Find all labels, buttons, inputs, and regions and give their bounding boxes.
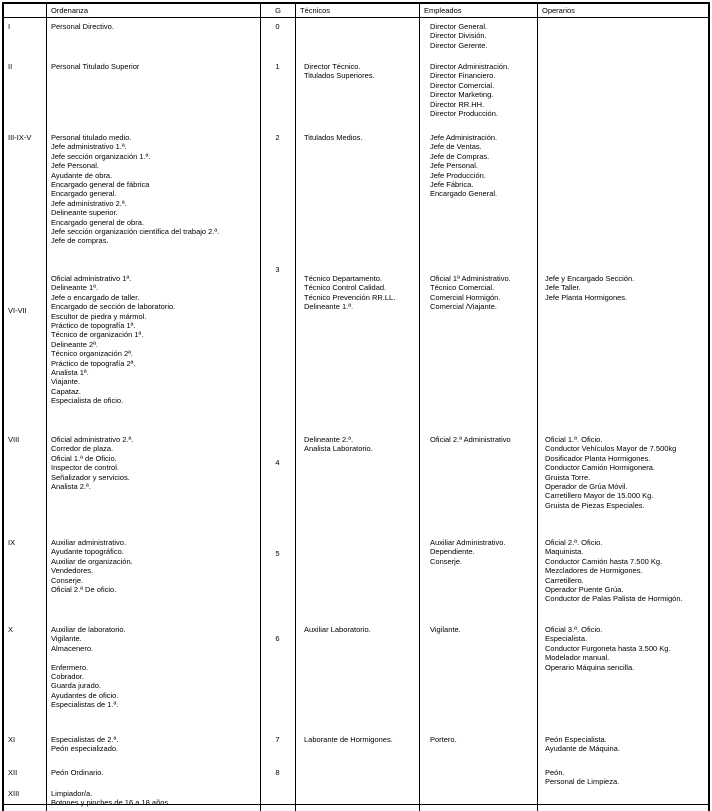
cutoff-cell xyxy=(260,805,295,811)
cell-line: Práctico de topografía 1ª. xyxy=(51,321,136,331)
cell-xi-tecnicos xyxy=(304,735,415,744)
cell-line: Técnico de organización 1ª. xyxy=(51,330,144,340)
cell-x-tecnicos xyxy=(304,625,415,634)
cell-xii-ordenanza xyxy=(51,768,256,777)
cutoff-cell xyxy=(419,805,537,811)
cell-x-g xyxy=(260,634,295,643)
cell-ii-ordenanza xyxy=(51,62,256,71)
cell-line: Delineante superior. xyxy=(51,208,118,218)
cell-iii-ix-v-roman xyxy=(8,133,42,142)
cell-iii-ix-v-empleados xyxy=(430,133,533,199)
group-roman-label: I xyxy=(8,22,11,31)
cell-line: Técnico organización 2ª. xyxy=(51,349,133,359)
cell-line: Vigilante. xyxy=(51,634,82,644)
cell-line: Director Administración. xyxy=(430,62,510,71)
cell-line: Capataz. xyxy=(51,386,82,396)
cell-line: Mezcladores de Hormigones. xyxy=(545,566,643,576)
cell-line: Oficial administrativo 1ª. xyxy=(51,274,132,283)
cell-line: Conductor Furgoneta hasta 3.500 Kg. xyxy=(545,643,671,653)
cell-line: 8 xyxy=(275,768,280,777)
cutoff-cell xyxy=(4,805,46,811)
column-divider xyxy=(419,18,420,804)
cell-viii-ordenanza xyxy=(51,435,256,491)
cell-line: Oficial 1ª Administrativo. xyxy=(430,274,511,283)
cell-line: Oficial administrativo 2.ª. xyxy=(51,435,134,444)
cell-line: 1 xyxy=(275,62,280,71)
cell-line: Corredor de plaza. xyxy=(51,444,114,454)
cell-vi-vii-g xyxy=(260,265,295,274)
cell-ii-g xyxy=(260,62,295,71)
column-header-empleados: Empleados xyxy=(419,4,537,17)
cell-vi-vii-ordenanza xyxy=(51,274,256,406)
cell-line: Peón Ordinario. xyxy=(51,768,104,777)
cell-line: Técnico Prevención RR.LL. xyxy=(304,292,396,302)
cell-line: Especialista. xyxy=(545,634,588,644)
cutoff-cell xyxy=(295,805,419,811)
cell-vi-vii-operarios xyxy=(545,274,704,302)
cell-line: Jefe Fábrica. xyxy=(430,180,474,190)
cell-line: Ayudantes de oficio. xyxy=(51,690,119,700)
cell-line: Analista 1ª. xyxy=(51,368,89,378)
cell-line: 7 xyxy=(275,735,280,744)
column-divider xyxy=(295,18,296,804)
cell-line: Oficial 2.ª Administrativo xyxy=(430,435,511,444)
cell-line: Jefe administrativo 1.ª. xyxy=(51,142,127,152)
cell-ix-ordenanza xyxy=(51,538,256,594)
cell-line xyxy=(51,653,256,662)
cell-viii-tecnicos xyxy=(304,435,415,454)
cell-i-empleados xyxy=(430,22,533,50)
cell-line: Oficial 2.ª. Oficio. xyxy=(545,538,603,547)
cell-line: Cobrador. xyxy=(51,672,84,682)
cell-line: Director Comercial. xyxy=(430,80,495,90)
cell-line: Personal Directivo. xyxy=(51,22,114,31)
cell-line: Técnico Comercial. xyxy=(430,283,495,293)
cell-line: Jefe de Ventas. xyxy=(430,142,482,152)
cell-x-ordenanza xyxy=(51,625,256,710)
cell-line: Titulados Superiores. xyxy=(304,71,375,81)
cell-i-roman xyxy=(8,22,42,31)
cell-ix-roman xyxy=(8,538,42,547)
cell-line: Encargado general de obra. xyxy=(51,217,144,227)
cell-line: Especialistas de 1.ª. xyxy=(51,700,119,710)
cell-line: Especialistas de 2.ª. xyxy=(51,735,119,744)
cell-xi-g xyxy=(260,735,295,744)
cell-iii-ix-v-ordenanza xyxy=(51,133,256,246)
cell-line: Director Producción. xyxy=(430,109,498,119)
cell-x-operarios xyxy=(545,625,704,672)
column-divider xyxy=(46,18,47,804)
cell-ii-tecnicos xyxy=(304,62,415,81)
cell-line: Jefe sección organización científica del trabajo 2.ª. xyxy=(51,227,220,237)
cell-line: Modelador manual. xyxy=(545,653,610,663)
cell-viii-empleados xyxy=(430,435,533,444)
cell-line: Personal Titulado Superior xyxy=(51,62,140,71)
cell-line: Señalizador y servicios. xyxy=(51,472,130,482)
cell-ii-empleados xyxy=(430,62,533,118)
cell-line: Carretillero. xyxy=(545,575,584,585)
cell-line: Almacenero. xyxy=(51,643,94,653)
cell-line: Jefe Taller. xyxy=(545,283,581,293)
group-roman-label: XII xyxy=(8,768,18,777)
cell-line: Director General. xyxy=(430,22,488,31)
group-roman-label: II xyxy=(8,62,13,71)
cell-line: Jefe y Encargado Sección. xyxy=(545,274,635,283)
cell-line: Práctico de topografía 2ª. xyxy=(51,358,136,368)
cell-line: Delineante 2.ª. xyxy=(304,435,354,444)
cell-line: Jefe Personal. xyxy=(430,161,478,171)
cell-line: Peón Especialista. xyxy=(545,735,607,744)
cell-line: Oficial 1.ª de Oficio. xyxy=(51,453,117,463)
cell-line: Técnico Control Calidad. xyxy=(304,283,387,293)
cell-line: 3 xyxy=(275,265,280,274)
cell-line: Encargado de sección de laboratorio. xyxy=(51,302,176,312)
cell-line: Viajante. xyxy=(51,377,81,387)
cell-vi-vii-tecnicos xyxy=(304,274,415,312)
cell-line: Comercial Hormigón. xyxy=(430,292,501,302)
cell-line: Peón. xyxy=(545,768,565,777)
cell-line: Jefe Planta Hormigones. xyxy=(545,292,628,302)
table-body xyxy=(4,18,708,808)
cell-line: Auxiliar Administrativo. xyxy=(430,538,506,547)
cell-line: Laborante de Hormigones. xyxy=(304,735,393,744)
cell-line: Conserje. xyxy=(51,575,84,585)
cell-line: Escultor de piedra y mármol. xyxy=(51,311,147,321)
cell-line: Personal titulado medio. xyxy=(51,133,132,142)
cell-i-ordenanza xyxy=(51,22,256,31)
cell-iii-ix-v-g xyxy=(260,133,295,142)
cell-ix-g xyxy=(260,549,295,558)
cell-line: Delineante 1.ª. xyxy=(304,302,354,312)
cell-line: Dosificador Planta Hormigones. xyxy=(545,453,651,463)
cell-xiii-ordenanza xyxy=(51,789,256,808)
cell-line: Ayudante de Máquina. xyxy=(545,744,620,754)
cell-x-empleados xyxy=(430,625,533,634)
cell-line: Conserje. xyxy=(430,556,463,566)
column-header-tecnicos: Técnicos xyxy=(295,4,419,17)
group-roman-label: IX xyxy=(8,538,16,547)
cell-line: 5 xyxy=(275,549,280,558)
group-roman-label: XI xyxy=(8,735,16,744)
table-header-row xyxy=(4,4,708,18)
cell-line: Operador Puente Grúa. xyxy=(545,585,624,595)
cell-line: Jefe de Compras. xyxy=(430,151,490,161)
cell-viii-operarios xyxy=(545,435,704,510)
cell-line: Comercial /Viajante. xyxy=(430,302,497,312)
cell-line: Oficial 2.ª De oficio. xyxy=(51,585,117,595)
cell-line: 6 xyxy=(275,634,280,643)
column-header-operarios: Operarios xyxy=(537,4,708,17)
cell-line: Enfermero. xyxy=(51,662,89,672)
cell-line: Especialista de oficio. xyxy=(51,396,124,406)
cell-ii-roman xyxy=(8,62,42,71)
cell-line: Titulados Medios. xyxy=(304,133,363,142)
cell-line: Ayudante de obra. xyxy=(51,170,113,180)
cell-line: Guarda jurado. xyxy=(51,681,102,691)
cell-line: Analista 2.ª. xyxy=(51,482,91,492)
cell-line: Conductor Camión hasta 7.500 Kg. xyxy=(545,556,663,566)
cell-xi-empleados xyxy=(430,735,533,744)
cell-line: Conductor Vehículos Mayor de 7.500kg xyxy=(545,444,677,454)
cell-line: 2 xyxy=(275,133,280,142)
cell-xii-roman xyxy=(8,768,42,777)
cell-xiii-roman xyxy=(8,789,42,798)
cell-line: Oficial 3.ª. Oficio. xyxy=(545,625,603,634)
group-roman-label: VIII xyxy=(8,435,20,444)
cell-ix-operarios xyxy=(545,538,695,604)
cell-line: Encargado general. xyxy=(51,189,117,199)
column-header-ordenanza: Ordenanza xyxy=(46,4,260,17)
cell-vi-vii-empleados xyxy=(430,274,533,312)
cell-line: Encargado General. xyxy=(430,189,498,199)
cell-line: Operador de Grúa Móvil. xyxy=(545,482,628,492)
cell-xi-operarios xyxy=(545,735,704,754)
group-roman-label: III-IX-V xyxy=(8,133,32,142)
cell-line: Ayudante topográfico. xyxy=(51,547,124,557)
column-divider xyxy=(537,18,538,804)
cell-line: Delineante 1ª. xyxy=(51,283,98,293)
cell-line: Director Financiero. xyxy=(430,71,496,81)
cell-line: Inspector de control. xyxy=(51,463,119,473)
cell-line: Jefe Personal. xyxy=(51,161,99,171)
column-header-roman xyxy=(4,4,46,17)
cell-line: Jefe Administración. xyxy=(430,133,498,142)
cell-line: Portero. xyxy=(430,735,457,744)
cell-line: Peón especializado. xyxy=(51,744,119,754)
group-roman-label: XIII xyxy=(8,789,20,798)
cell-xi-roman xyxy=(8,735,42,744)
cell-line: Dependiente. xyxy=(430,547,475,557)
cell-line: Jefe sección organización 1.ª. xyxy=(51,151,151,161)
cell-viii-roman xyxy=(8,435,42,444)
cell-line: Conductor Camión Hormigonera. xyxy=(545,463,656,473)
cell-line: Jefe o encargado de taller. xyxy=(51,292,140,302)
cell-x-roman xyxy=(8,625,42,634)
cell-line: Maquinista. xyxy=(545,547,584,557)
cell-line: Encargado general de fábrica xyxy=(51,180,150,190)
cell-line: Carretillero Mayor de 15.000 Kg. xyxy=(545,491,654,501)
classification-table xyxy=(2,2,710,811)
cell-line: Auxiliar de organización. xyxy=(51,556,133,566)
cell-line: Auxiliar Laboratorio. xyxy=(304,625,371,634)
cell-line: Vigilante. xyxy=(430,625,461,634)
cell-line: Botones y pinches de 16 a 18 años. xyxy=(51,798,171,808)
cell-line: Director División. xyxy=(430,31,487,41)
cell-line: Analista Laboratorio. xyxy=(304,444,373,454)
cell-line: Conductor de Palas Palista de Hormigón. xyxy=(545,594,683,604)
cell-line: Director Gerente. xyxy=(430,40,488,50)
cell-line: Oficial 1.ª. Oficio. xyxy=(545,435,603,444)
cell-line: 0 xyxy=(275,22,280,31)
cell-line: Director RR.HH. xyxy=(430,99,485,109)
cell-line: Jefe administrativo 2.ª. xyxy=(51,198,127,208)
cell-line: Operario Máquina sencilla. xyxy=(545,662,635,672)
cell-line: Personal de Limpieza. xyxy=(545,777,620,787)
cell-line: 4 xyxy=(275,458,280,467)
cell-line: Auxiliar administrativo. xyxy=(51,538,127,547)
cell-line: Vendedores. xyxy=(51,566,94,576)
cell-line: Jefe de compras. xyxy=(51,236,109,246)
column-header-g: G xyxy=(260,4,295,17)
group-roman-label: VI-VII xyxy=(8,306,27,315)
cell-iii-ix-v-tecnicos xyxy=(304,133,415,142)
cell-line: Gruista de Piezas Especiales. xyxy=(545,500,645,510)
cell-line: Técnico Departamento. xyxy=(304,274,382,283)
cell-line: Director Marketing. xyxy=(430,90,494,100)
cell-line: Delineante 2ª. xyxy=(51,339,98,349)
group-roman-label: X xyxy=(8,625,14,634)
cell-line: Auxiliar de laboratorio. xyxy=(51,625,126,634)
cell-vi-vii-roman xyxy=(8,306,42,315)
cell-ix-empleados xyxy=(430,538,533,566)
cell-xii-operarios xyxy=(545,768,704,787)
cell-xii-g xyxy=(260,768,295,777)
cutoff-cell xyxy=(537,805,708,811)
cell-i-g xyxy=(260,22,295,31)
cell-line: Director Técnico. xyxy=(304,62,361,71)
cell-xi-ordenanza xyxy=(51,735,256,754)
cell-line: Gruista Torre. xyxy=(545,472,591,482)
cell-line: Jefe Producción. xyxy=(430,170,486,180)
cell-viii-g xyxy=(260,458,295,467)
cell-line: Limpiador/a. xyxy=(51,789,93,798)
